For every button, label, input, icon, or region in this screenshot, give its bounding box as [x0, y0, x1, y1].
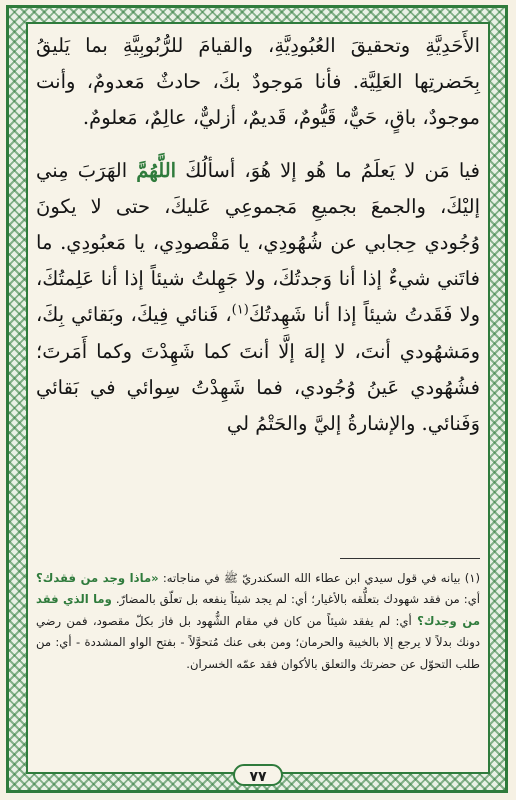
page-number: ٧٧ — [233, 764, 283, 786]
main-text-block — [36, 28, 480, 442]
footnote-marker[interactable]: (١) — [231, 302, 249, 318]
footnote-text — [36, 568, 480, 675]
paragraph-2-opening: فيا مَن لا يَعلَمُ ما هُو إلا هُوَ، أسألُكَ — [185, 158, 480, 182]
allahumma-word: اللَّهُمَّ — [136, 158, 177, 182]
footnote-explanation-1: أي: من فقد شهودك بتعلُّقه بالأغيار؛ أي: لم يجد شيئاً ينفعه بل تعلّق بالمضارّ. — [115, 592, 480, 607]
main-paragraph-2 — [36, 153, 480, 443]
footnote-block — [36, 568, 480, 675]
footnote-quote-1: «ماذا وجد من فقدك؟ — [36, 571, 159, 585]
footnote-intro: (١) بيانه في قول سيدي ابن عطاء الله السكندريّ ﷺ في مناجاته: — [162, 571, 480, 585]
footnote-explanation-2: أي: لم يفقد شيئاً من كان في مقام الشُّهود بل فاز بكلّ مقصود، فمن رضي دونك بدلاً لا يرجع إلا بالخيبة والحرمان؛ ومن بغى عنك مُتحوَّلاً - بفتح الواو المشددة - أي: من طلب التحوّل عن حضرتك والتعلق بالأكوان فقد عمّه الخسران. — [36, 613, 480, 671]
footnote-quote-2: وما الذي فقد من وجدك؟ — [36, 592, 480, 628]
main-paragraph-1: الأَحَدِيَّةِ وتحقيقَ العُبُودِيَّةِ، والقيامَ للرُّبُوبِيَّةِ بما يَليقُ بِحَضرتِها العَلِيَّة. فأنا مَوجودٌ بكَ، حادثٌ مَعدومٌ، وأنت موجودٌ، باقٍ، حَيٌّ، قَيُّومٌ، قَديمٌ، أزليٌّ، عالِمٌ، مَعلومٌ. — [36, 34, 480, 130]
footnote-separator — [340, 558, 480, 559]
paragraph-2-middle: الهَرَبَ مِني إليْكَ، والجمعَ بجميعِ مَجموعِي عَليكَ، حتى لا يكونَ وُجُودي حِجابي عن شُهُودِي، يا مَقْصودِي، يا مَعبُودِي. ما فاتَني شيءٌ إذا أنا وَجدتُكَ، ولا جَهِلتُ شيئاً إذا أنا عَلِمتُكَ، ولا فَقَدتُ شيئاً إذا أنا شَهِدتُكَ — [36, 158, 480, 327]
paragraph-2-closing: ، فَنائي فِيكَ، وبَقائي بِكَ، ومَشهُودي أنتَ، لا إلهَ إلَّا أنتَ كما شَهِدْتَ وكما أَمَرتَ؛ فشُهُودي عَينُ وُجُودي، فما شَهِدْتُ سِوائي في بَقائي وَفَنائي. والإشارةُ إليَّ والحَتْمُ لي — [36, 303, 480, 436]
